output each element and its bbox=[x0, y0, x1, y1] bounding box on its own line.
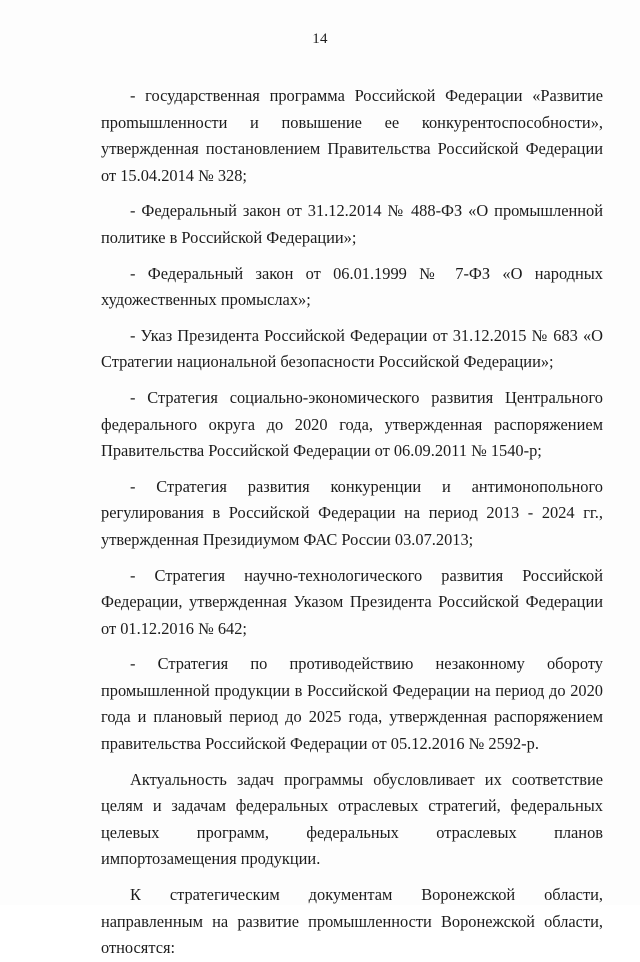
list-item-competition-strategy: - Стратегия развития конкуренции и антимонопольного регулирования в Российской Федерации на период 2013 - 2024 гг., утвержденная Президиумом ФАС России 03.07.2013; bbox=[101, 476, 603, 549]
list-item-state-program: - государственная программа Российской Федерации «Развитие проmышленности и повышение ее конкурентоспособности», утвержденная постановлением Правительства Российской Федерации от 15.04.2014 № 328; bbox=[101, 86, 603, 185]
paragraph-relevance: Актуальность задач программы обусловливает их соответствие целям и задачам федеральных отраслевых стратегий, федеральных целевых программ, федеральных отраслевых планов импортозамещения продукции. bbox=[101, 769, 603, 869]
paragraph-voronezh-documents: К стратегическим документам Воронежской области, направленным на развитие промышленности Воронежской области, относятся: bbox=[101, 885, 603, 958]
list-item-federal-law-7: - Федеральный закон от 06.01.1999 № 7-ФЗ «О народных художественных промыслах»; bbox=[101, 263, 603, 310]
list-item-federal-law-488: - Федеральный закон от 31.12.2014 № 488-ФЗ «О промышленной политике в Российской Федерации»; bbox=[101, 201, 603, 247]
document-body bbox=[101, 83, 603, 962]
page-number: 14 bbox=[312, 31, 328, 47]
list-item-cfo-strategy: - Стратегия социально-экономического развития Центрального федерального округа до 2020 года, утвержденная распоряжением Правительства Российской Федерации от 06.09.2011 № 1540-р; bbox=[101, 387, 603, 461]
list-item-science-strategy: - Стратегия научно-технологического развития Российской Федерации, утвержденная Указом Президента Российской Федерации от 01.12.2016 № 642; bbox=[101, 565, 603, 638]
list-item-illegal-trade-strategy: - Стратегия по противодействию незаконному обороту промышленной продукции в Российской Федерации на период до 2020 года и плановый период до 2025 года, утвержденная распоряжением правительства Российской Федерации от 05.12.2016 № 2592-р. bbox=[101, 654, 603, 754]
list-item-presidential-decree-683: - Указ Президента Российской Федерации от 31.12.2015 № 683 «О Стратегии национальной безопасности Российской Федерации»; bbox=[101, 325, 603, 372]
